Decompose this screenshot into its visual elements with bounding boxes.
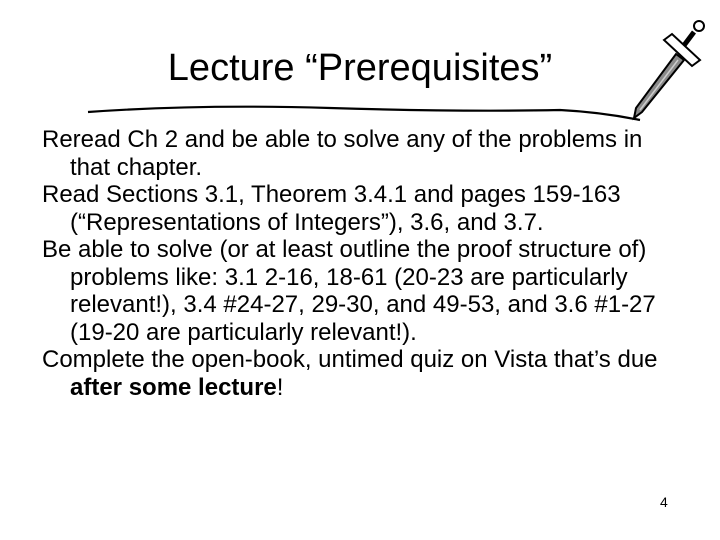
bullet-list <box>42 126 682 401</box>
slide-title: Lecture “Prerequisites” <box>167 47 553 89</box>
bullet-item <box>42 346 682 401</box>
bullet-item: Reread Ch 2 and be able to solve any of the problems in that chapter. <box>42 126 643 181</box>
bullet-item: Read Sections 3.1, Theorem 3.4.1 and pages 159-163 (“Representations of Integers”), 3.6, and 3.7. <box>42 181 621 236</box>
bullet-tail: ! <box>276 373 284 401</box>
bullet-text: Complete the open-book, untimed quiz on Vista that’s due <box>42 346 658 373</box>
bold-emphasis: after some lecture <box>70 373 277 401</box>
bullet-item: Be able to solve (or at least outline the proof structure of) problems like: 3.1 2-16, 18-61 (20-23 are particularly relevant!), 3.4 #24-27, 29-30, and 49-53, and 3.6 #1-27 (19-20 are particularly relevant!). <box>42 236 656 346</box>
page-number: 4 <box>660 494 668 510</box>
